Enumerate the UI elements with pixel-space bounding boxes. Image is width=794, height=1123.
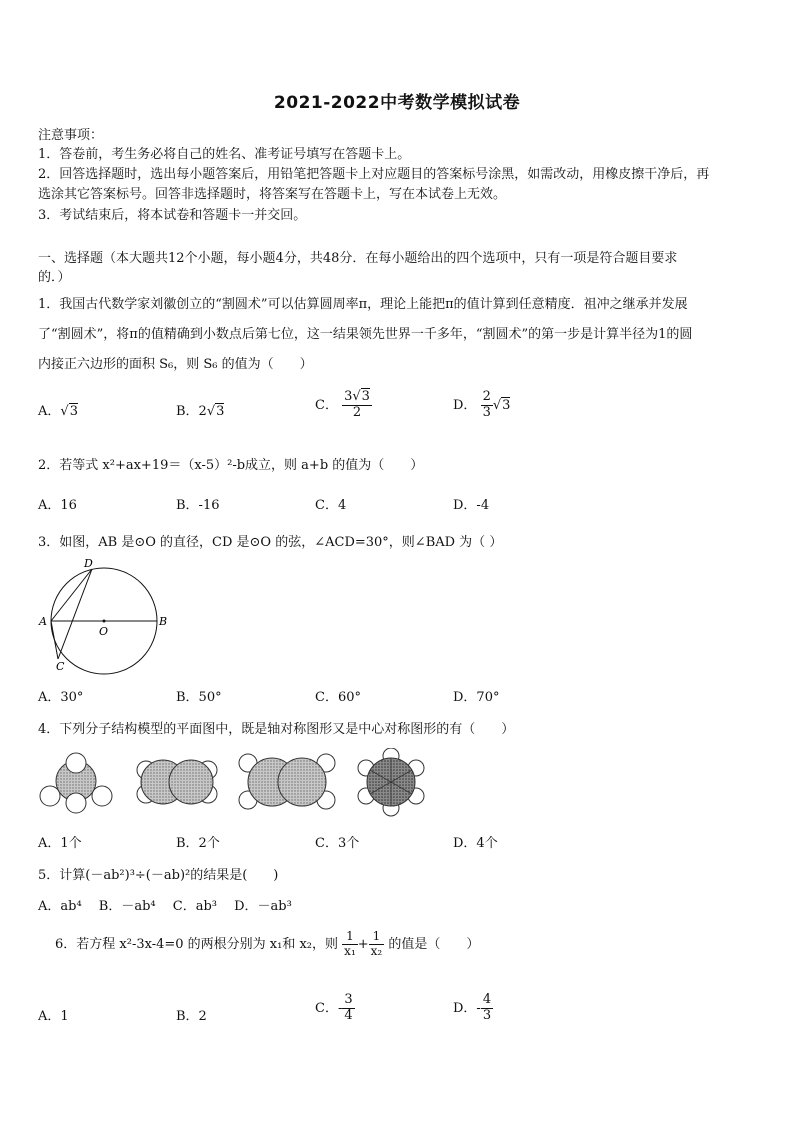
q2-stem: 2．若等式 x²+ax+19＝（x-5）²-b成立，则 a+b 的值为（ ）	[38, 458, 424, 473]
segment-ac	[51, 621, 58, 659]
q4-option-a: A．1个	[38, 836, 82, 851]
q6-option-b: B．2	[176, 1009, 207, 1024]
label-a: A	[39, 615, 47, 628]
q2-option-d: D．-4	[453, 498, 490, 513]
q6-option-c: C．- $\frac{3}{4}$	[315, 992, 353, 1023]
q6-option-d: D．- $\frac{4}{3}$	[453, 992, 492, 1023]
q1-option-b: B．2√3	[176, 404, 225, 419]
label-d: D	[84, 557, 93, 570]
notice-line-1: 1．答卷前，考生务必将自己的姓名、准考证号填写在答题卡上。	[38, 147, 411, 162]
label-o: O	[99, 625, 109, 638]
q4-molecule-figures	[36, 748, 428, 818]
q6-option-a: A．1	[38, 1009, 69, 1024]
q3-option-d: D．70°	[453, 690, 500, 705]
notice-heading: 注意事项：	[38, 128, 104, 143]
q1-option-d: D． $\frac{2}{3}$ √3	[453, 389, 511, 420]
center-point	[103, 620, 106, 623]
q2-option-a: A．16	[38, 498, 77, 513]
notice-line-3: 选涂其它答案标号。回答非选择题时，将答案写在答题卡上，写在本试卷上无效。	[38, 187, 507, 202]
section-heading-line-1: 一、选择题（本大题共12个小题，每小题4分，共48分．在每小题给出的四个选项中，只有一项是符合题目要求	[38, 251, 678, 266]
notice-line-2: 2．回答选择题时，选出每小题答案后，用铅笔把答题卡上对应题目的答案标号涂黑，如需改动，用橡皮擦干净后，再	[38, 167, 710, 182]
q4-option-c: C．3个	[315, 836, 360, 851]
q5-options: A．ab⁴ B．－ab⁴ C．ab³ D．－ab³	[38, 899, 292, 914]
label-c: C	[56, 660, 65, 673]
page-title: 2021-2022中考数学模拟试卷	[273, 93, 521, 113]
molecule-1	[40, 753, 112, 813]
chord-cd	[58, 569, 92, 659]
segment-ad	[51, 569, 92, 621]
q1-option-c: C． $\frac{3√3}{2}$	[315, 389, 370, 420]
q1-stem-line-3: 内接正六边形的面积 S₆，则 S₆ 的值为（ ）	[38, 357, 313, 372]
q3-option-c: C．60°	[315, 690, 361, 705]
q1-stem-line-2: 了“割圆术”，将π的值精确到小数点后第七位，这一结果领先世界一千多年，“割圆术”的第一步是计算半径为1的圆	[38, 327, 693, 342]
q6-stem: 6．若方程 x²-3x-4=0 的两根分别为 x₁和 x₂，则 $\frac{1}{\text{x₁}}$ + $\frac{1}{\text{x₂}}$ 的值是（ ）	[55, 929, 480, 958]
q4-option-b: B．2个	[176, 836, 220, 851]
molecule-2	[137, 760, 217, 804]
q5-stem: 5．计算(－ab²)³÷(－ab)²的结果是( )	[38, 868, 279, 883]
q3-option-b: B．50°	[176, 690, 222, 705]
q1-option-a: A．√3	[38, 404, 78, 419]
q3-stem: 3．如图，AB 是⊙O 的直径，CD 是⊙O 的弦，∠ACD=30°，则∠BAD 为（ ）	[38, 535, 503, 550]
molecule-4	[358, 748, 424, 816]
q2-option-b: B．-16	[176, 498, 220, 513]
q1-stem-line-1: 1．我国古代数学家刘徽创立的“割圆术”可以估算圆周率π，理论上能把π的值计算到任意精度．祖冲之继承并发展	[38, 297, 688, 312]
q2-option-c: C．4	[315, 498, 347, 513]
notice-line-4: 3．考试结束后，将本试卷和答题卡一并交回。	[38, 208, 307, 223]
q3-option-a: A．30°	[38, 690, 84, 705]
q4-option-d: D．4个	[453, 836, 498, 851]
section-heading-line-2: 的．）	[38, 270, 71, 285]
molecule-3	[239, 754, 335, 809]
label-b: B	[159, 615, 168, 628]
q3-circle-figure	[36, 555, 176, 675]
q4-stem: 4．下列分子结构模型的平面图中，既是轴对称图形又是中心对称图形的有（ ）	[38, 722, 515, 737]
